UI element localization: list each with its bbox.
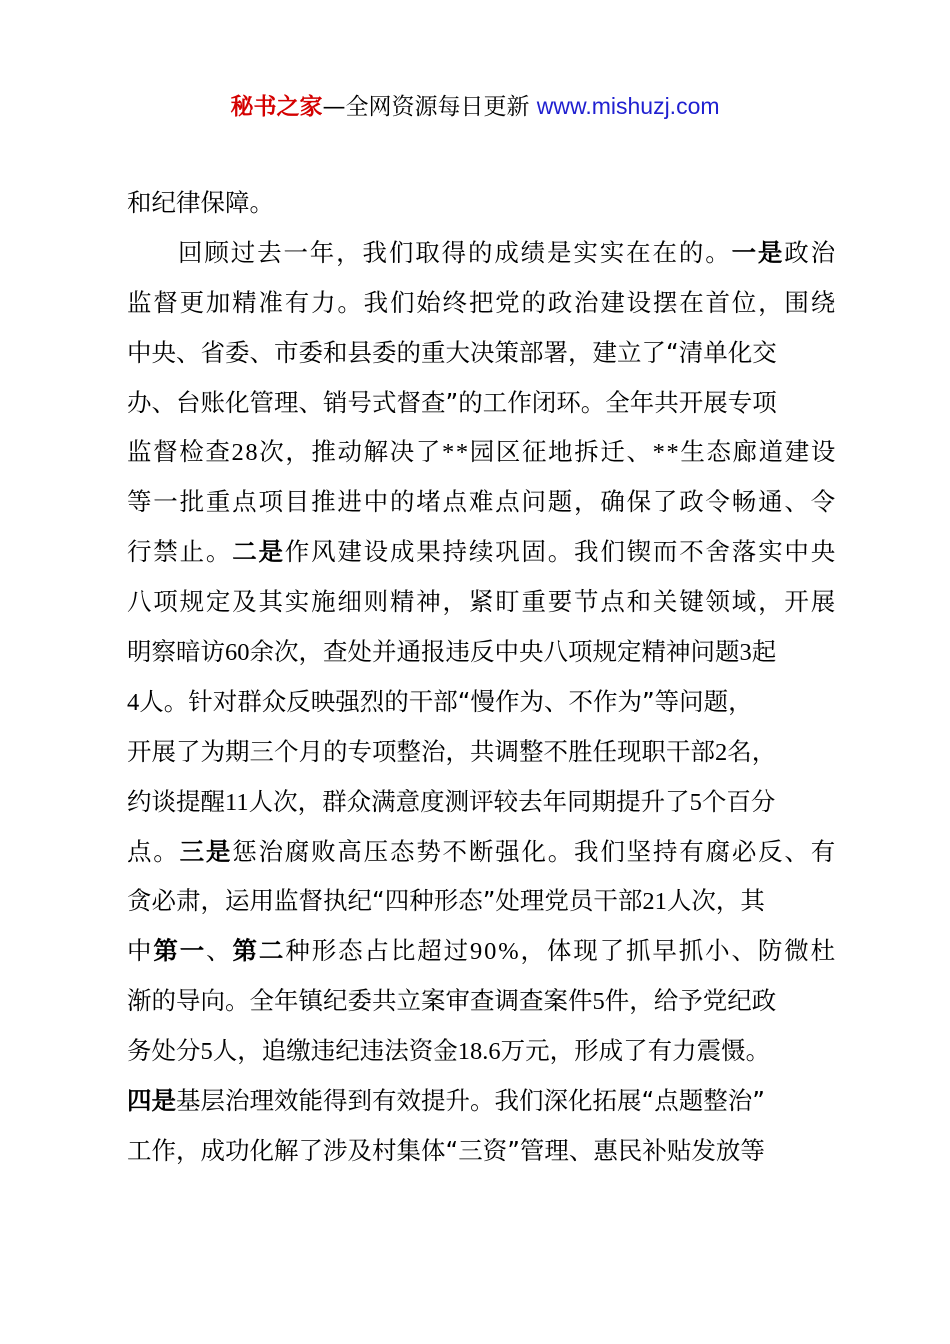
text-run: 政治 bbox=[784, 237, 837, 267]
text-run: 人次，其 bbox=[666, 886, 765, 916]
numeric-value: 90% bbox=[469, 938, 521, 966]
text-run: 园区征地拆迁、 bbox=[469, 437, 653, 467]
text-run: 务处分 bbox=[127, 1036, 201, 1066]
text-run: ，体现了抓早抓小、防微杜 bbox=[520, 936, 837, 966]
text-line bbox=[127, 1026, 837, 1076]
text-line bbox=[127, 378, 837, 428]
text-run: 种形态占比超过 bbox=[285, 936, 470, 966]
numeric-value: 11 bbox=[225, 788, 249, 816]
text-run: 人次，群众满意度测评较去年同期提升了 bbox=[248, 786, 690, 816]
text-run: 点。 bbox=[127, 836, 180, 866]
site-url-link[interactable]: www.mishuzj.com bbox=[536, 93, 720, 119]
text-run: 开展了为期三个月的专项整治，共调整不胜任现职干部 bbox=[127, 736, 715, 766]
text-run: 工作，成功化解了涉及村集体“三资”管理、惠民补贴发放等 bbox=[127, 1135, 765, 1165]
text-run: 渐的导向。全年镇纪委共立案审查调查案件 bbox=[127, 986, 593, 1016]
text-line bbox=[127, 627, 837, 677]
text-run: 中央、省委、市委和县委的重大决策部署，建立了“清单化交 bbox=[127, 337, 777, 367]
text-run: 监督更加精准有力。我们始终把党的政治建设摆在首位，围绕 bbox=[127, 287, 837, 317]
text-line bbox=[127, 926, 837, 976]
text-run: 八项规定及其实施细则精神，紧盯重要节点和关键领域，开展 bbox=[127, 587, 837, 617]
text-run: 人。针对群众反映强烈的干部“慢作为、不作为”等问题， bbox=[139, 686, 753, 716]
page-header bbox=[0, 86, 950, 126]
numeric-value: 5 bbox=[200, 1038, 213, 1066]
text-line bbox=[127, 876, 837, 926]
text-run: 余次，查处并通报违反中央八项规定精神问题 bbox=[249, 637, 740, 667]
text-run: 等一批重点项目推进中的堵点难点问题，确保了政令畅通、令 bbox=[127, 487, 837, 517]
text-line bbox=[127, 777, 837, 827]
text-run: 基层治理效能得到有效提升。我们深化拓展“点题整治” bbox=[176, 1086, 765, 1116]
numeric-value: 5 bbox=[592, 988, 605, 1016]
numeric-value: 2 bbox=[715, 738, 728, 766]
bold-ordinal: 二是 bbox=[232, 537, 285, 567]
numeric-value: 60 bbox=[225, 639, 250, 667]
numeric-value: ** bbox=[652, 439, 681, 467]
text-line bbox=[127, 178, 837, 228]
bold-ordinal: 第二 bbox=[232, 936, 286, 966]
text-run: 起 bbox=[751, 637, 777, 667]
numeric-value: 18.6 bbox=[457, 1038, 501, 1066]
text-line bbox=[127, 427, 837, 477]
text-run: 次，推动解决了 bbox=[259, 437, 443, 467]
text-run: 名， bbox=[727, 736, 777, 766]
text-run: 办、台账化管理、销号式督查”的工作闭环。全年共开展专项 bbox=[127, 387, 777, 417]
text-line bbox=[127, 677, 837, 727]
numeric-value: 4 bbox=[127, 688, 140, 716]
text-run: 件，给予党纪政 bbox=[604, 986, 777, 1016]
text-run: 监督检查 bbox=[127, 437, 232, 467]
numeric-value: ** bbox=[442, 439, 470, 467]
text-line bbox=[127, 278, 837, 328]
numeric-value: 21 bbox=[642, 888, 667, 916]
text-run: 约谈提醒 bbox=[127, 786, 225, 816]
text-run: 万元，形成了有力震慑。 bbox=[500, 1036, 771, 1066]
bold-ordinal: 一是 bbox=[731, 237, 785, 267]
text-run: 个百分 bbox=[701, 786, 776, 816]
text-run: 、 bbox=[206, 936, 233, 966]
text-run: 明察暗访 bbox=[127, 637, 225, 667]
bold-ordinal: 第一 bbox=[153, 936, 207, 966]
text-run: 惩治腐败高压态势不断强化。我们坚持有腐必反、有 bbox=[232, 836, 837, 866]
site-brand: 秘书之家 bbox=[230, 94, 323, 120]
text-line bbox=[127, 827, 837, 877]
text-line bbox=[127, 1126, 837, 1176]
site-slogan: —全网资源每日更新 bbox=[322, 94, 537, 120]
text-line bbox=[127, 228, 837, 278]
text-line bbox=[127, 328, 837, 378]
numeric-value: 28 bbox=[231, 439, 260, 467]
text-run: 生态廊道建设 bbox=[680, 437, 837, 467]
text-line bbox=[127, 976, 837, 1026]
text-run: 回顾过去一年，我们取得的成绩是实实在在的。 bbox=[178, 237, 732, 267]
text-run: 中 bbox=[127, 936, 154, 966]
text-run: 作风建设成果持续巩固。我们锲而不舍落实中央 bbox=[284, 537, 837, 567]
bold-ordinal: 三是 bbox=[179, 836, 233, 866]
numeric-value: 3 bbox=[739, 639, 752, 667]
document-body bbox=[127, 178, 837, 1176]
text-run: 贪必肃，运用监督执纪“四种形态”处理党员干部 bbox=[127, 886, 643, 916]
text-run: 人，追缴违纪违法资金 bbox=[212, 1036, 458, 1066]
text-line bbox=[127, 527, 837, 577]
text-run: 和纪律保障。 bbox=[127, 188, 274, 217]
text-run: 行禁止。 bbox=[127, 537, 233, 567]
bold-ordinal: 四是 bbox=[127, 1086, 176, 1116]
numeric-value: 5 bbox=[689, 788, 702, 816]
text-line bbox=[127, 1076, 837, 1126]
text-line bbox=[127, 477, 837, 527]
text-line bbox=[127, 727, 837, 777]
text-line bbox=[127, 577, 837, 627]
